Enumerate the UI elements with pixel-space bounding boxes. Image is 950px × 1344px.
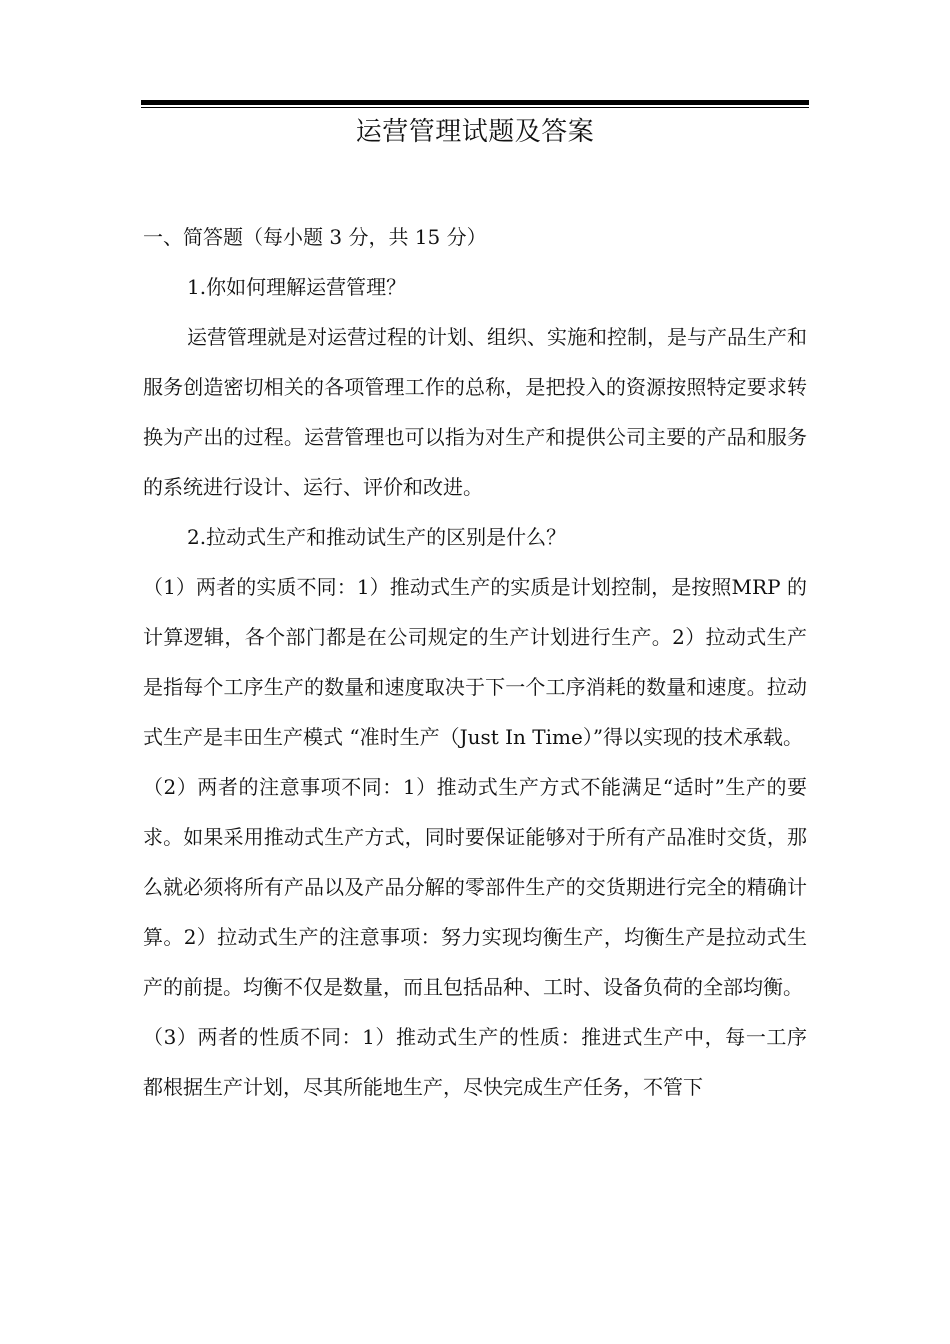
answer-2-point-1: （1）两者的实质不同：1）推动式生产的实质是计划控制，是按照MRP 的计算逻辑，各个部门都是在公司规定的生产计划进行生产。2）拉动式生产是指每个工序生产的数量和速度取决于下一个工序消耗的数量和速度。拉动式生产是丰田生产模式 “准时生产（Just In Time）”得以实现的技术承载。 [143,575,807,749]
answer-2-point-3: （3）两者的性质不同：1）推动式生产的性质：推进式生产中，每一工序都根据生产计划，尽其所能地生产，尽快完成生产任务，不管下 [143,1025,807,1099]
question-1: 1.你如何理解运营管理？ [187,275,407,299]
document-title: 运营管理试题及答案 [355,117,595,147]
answer-1: 运营管理就是对运营过程的计划、组织、实施和控制，是与产品生产和服务创造密切相关的各项管理工作的总称，是把投入的资源按照特定要求转换为产出的过程。运营管理也可以指为对生产和提供公司主要的产品和服务的系统进行设计、运行、评价和改进。 [143,325,807,499]
answer-2-point-2: （2）两者的注意事项不同：1）推动式生产方式不能满足“适时”生产的要求。如果采用推动式生产方式，同时要保证能够对于所有产品准时交货，那么就必须将所有产品以及产品分解的零部件生产的交货期进行完全的精确计算。2）拉动式生产的注意事项：努力实现均衡生产，均衡生产是拉动式生产的前提。均衡不仅是数量，而且包括品种、工时、设备负荷的全部均衡。 [143,775,807,999]
header-rule-thick [141,100,809,105]
header-rule-thin [141,107,809,108]
question-2: 2.拉动式生产和推动试生产的区别是什么？ [187,525,567,549]
section-heading: 一、简答题（每小题 3 分，共 15 分） [143,225,487,249]
document-body [143,212,807,1112]
